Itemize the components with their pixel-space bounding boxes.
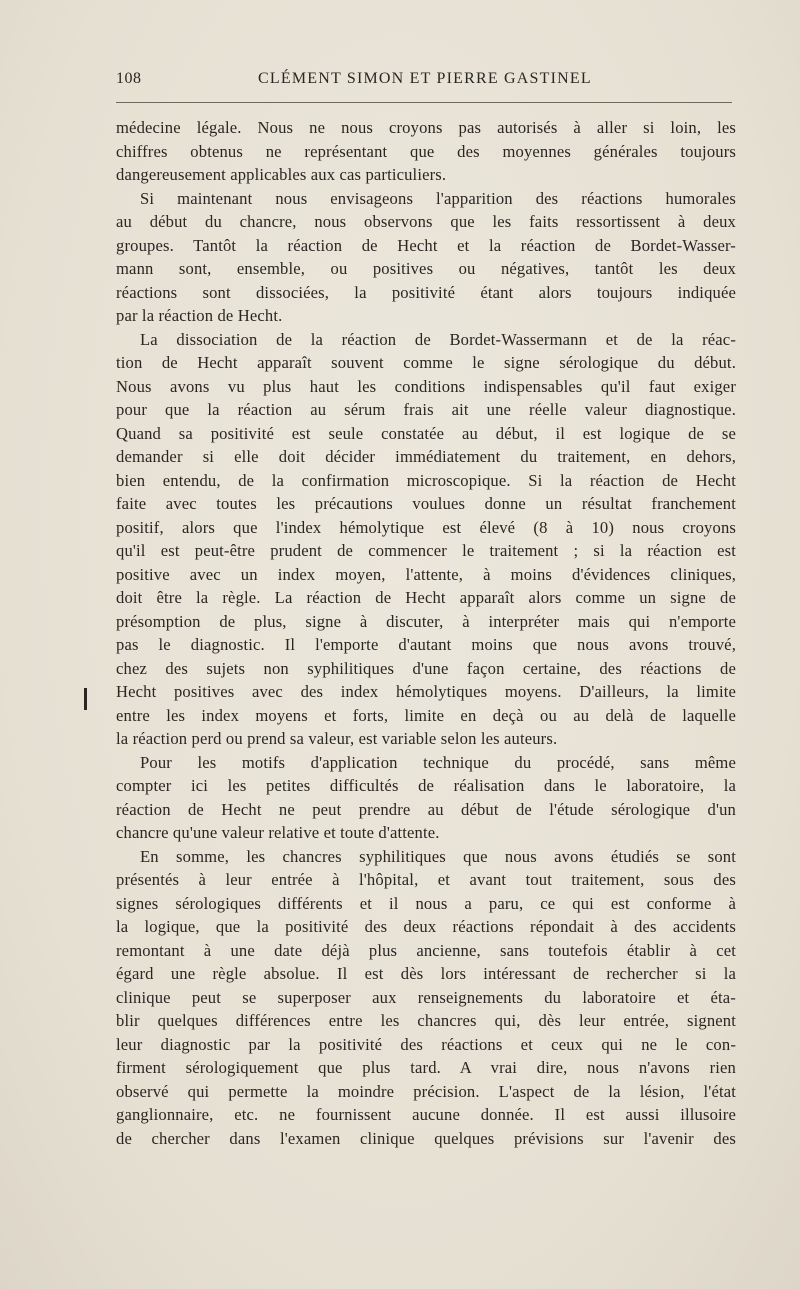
- text-line: Nous avons vu plus haut les conditions indispensables qu'il faut exiger: [116, 376, 736, 396]
- text-line: la réaction perd ou prend sa valeur, est variable selon les auteurs.: [116, 729, 558, 748]
- text-line: tion de Hecht apparaît souvent comme le signe sérologique du début.: [116, 353, 736, 372]
- text-line: Si maintenant nous envisageons l'apparition des réactions humorales: [140, 188, 736, 208]
- text-line: mann sont, ensemble, ou positives ou négatives, tantôt les deux: [116, 259, 736, 278]
- text-line: la logique, que la positivité des deux réactions répondait à des accidents: [116, 917, 736, 936]
- text-line: La dissociation de la réaction de Bordet-Wassermann et de la réac-: [140, 329, 736, 349]
- text-line: firment sérologiquement que plus tard. A vrai dire, nous n'avons rien: [116, 1058, 736, 1077]
- text-line: chez des sujets non syphilitiques d'une façon certaine, des réactions de: [116, 658, 736, 678]
- margin-mark: [84, 688, 87, 710]
- text-line: groupes. Tantôt la réaction de Hecht et la réaction de Bordet-Wasser-: [116, 235, 736, 255]
- text-line: Quand sa positivité est seule constatée au début, il est logique de se: [116, 423, 736, 443]
- text-line: chancre qu'une valeur relative et toute d'attente.: [116, 823, 440, 842]
- text-line: ganglionnaire, etc. ne fournissent aucune donnée. Il est aussi illusoire: [116, 1105, 736, 1124]
- text-line: En somme, les chancres syphilitiques que nous avons étudiés se sont: [140, 846, 736, 866]
- text-line: pas le diagnostic. Il l'emporte d'autant moins que nous avons trouvé,: [116, 635, 736, 654]
- text-line: réactions sont dissociées, la positivité étant alors toujours indiquée: [116, 282, 736, 302]
- text-line: qu'il est peut-être prudent de commencer le traitement ; si la réaction est: [116, 541, 736, 560]
- text-line: positif, alors que l'index hémolytique est élevé (8 à 10) nous croyons: [116, 517, 736, 537]
- text-line: positive avec un index moyen, l'attente, à moins d'évidences cliniques,: [116, 564, 736, 584]
- text-line: présomption de plus, signe à discuter, à interpréter mais qui n'emporte: [116, 611, 736, 631]
- text-line: observé qui permette la moindre précision. L'aspect de la lésion, l'état: [116, 1081, 736, 1101]
- text-line: au début du chancre, nous observons que les faits ressortissent à deux: [116, 212, 736, 231]
- text-line: entre les index moyens et forts, limite en deçà ou au delà de laquelle: [116, 705, 736, 725]
- text-line: par la réaction de Hecht.: [116, 306, 283, 325]
- text-line: Pour les motifs d'application technique du procédé, sans même: [140, 752, 736, 772]
- text-line: présentés à leur entrée à l'hôpital, et avant tout traitement, sous des: [116, 870, 736, 889]
- header-rule: [116, 102, 732, 103]
- text-line: égard une règle absolue. Il est dès lors intéressant de rechercher si la: [116, 964, 736, 983]
- page-number: 108: [116, 70, 142, 87]
- text-line: pour que la réaction au sérum frais ait une réelle valeur diagnostique.: [116, 400, 736, 419]
- text-line: leur diagnostic par la positivité des réactions et ceux qui ne le con-: [116, 1034, 736, 1054]
- page-header: [116, 70, 732, 94]
- text-line: dangereusement applicables aux cas particuliers.: [116, 165, 447, 184]
- text-line: Hecht positives avec des index hémolytiques moyens. D'ailleurs, la limite: [116, 682, 736, 701]
- text-line: compter ici les petites difficultés de réalisation dans le laboratoire, la: [116, 776, 736, 795]
- body-text: [116, 116, 736, 1150]
- text-line: faite avec toutes les précautions voulues donne un résultat franchement: [116, 494, 736, 513]
- text-line: médecine légale. Nous ne nous croyons pas autorisés à aller si loin, les: [116, 118, 736, 137]
- text-line: signes sérologiques différents et il nous a paru, ce qui est conforme à: [116, 893, 736, 913]
- text-line: doit être la règle. La réaction de Hecht apparaît alors comme un signe de: [116, 588, 736, 607]
- text-line: remontant à une date déjà plus ancienne, sans toutefois établir à cet: [116, 940, 736, 960]
- text-line: de chercher dans l'examen clinique quelques prévisions sur l'avenir des: [116, 1128, 736, 1148]
- text-line: bien entendu, de la confirmation microscopique. Si la réaction de Hecht: [116, 470, 736, 490]
- text-line: blir quelques différences entre les chancres qui, dès leur entrée, signent: [116, 1011, 736, 1030]
- text-line: clinique peut se superposer aux renseignements du laboratoire et éta-: [116, 987, 736, 1007]
- text-line: réaction de Hecht ne peut prendre au début de l'étude sérologique d'un: [116, 799, 736, 819]
- text-line: demander si elle doit décider immédiatement du traitement, en dehors,: [116, 447, 736, 466]
- text-line: chiffres obtenus ne représentant que des moyennes générales toujours: [116, 141, 736, 161]
- running-head: CLÉMENT SIMON ET PIERRE GASTINEL: [258, 70, 592, 87]
